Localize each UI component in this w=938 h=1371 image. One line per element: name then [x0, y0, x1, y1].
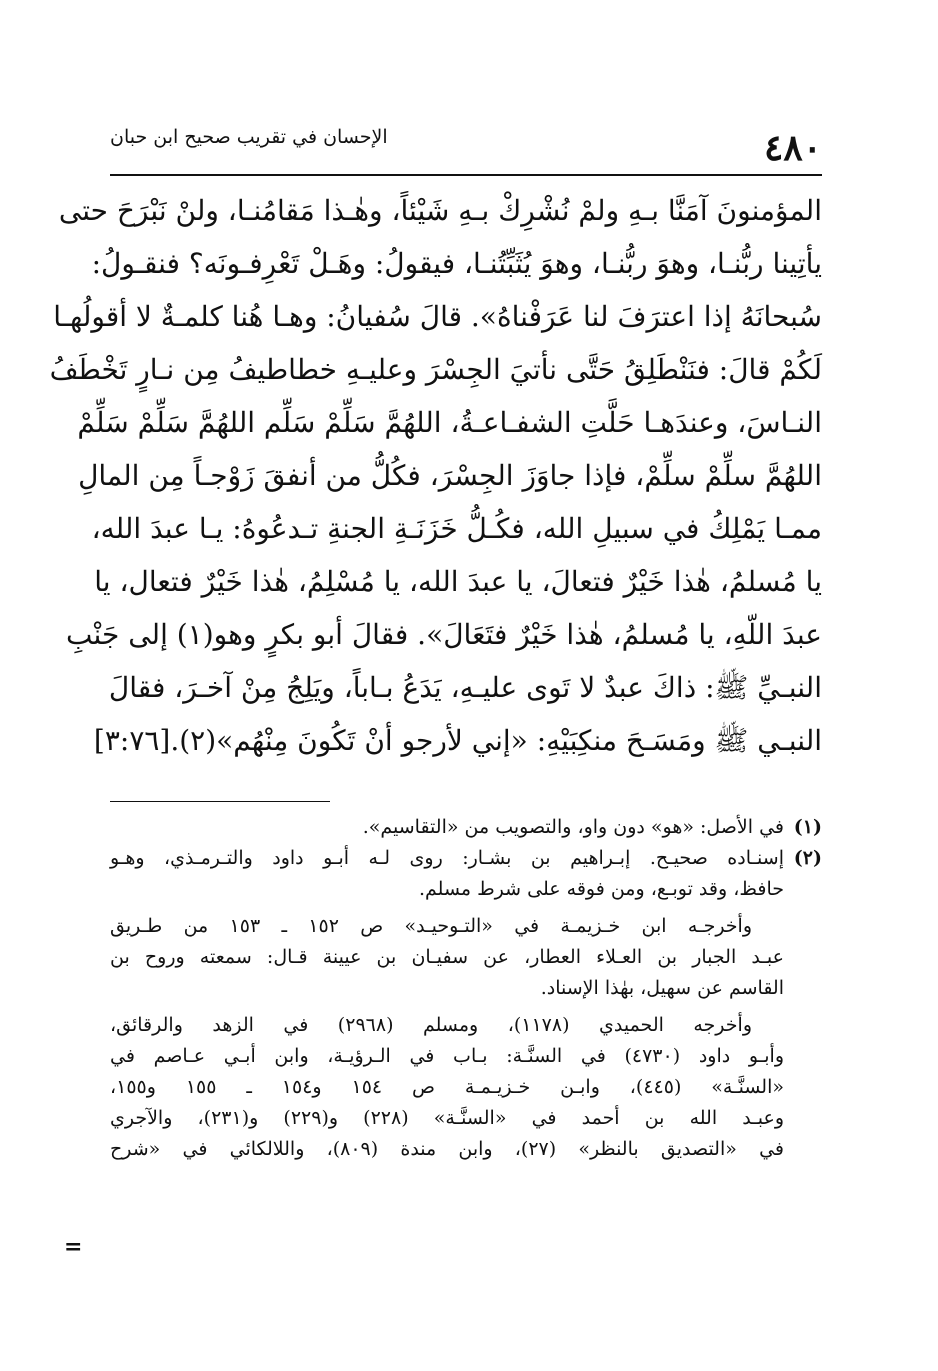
footnote-line: إسنـاده صحيـح. إبـراهيم بن بشـار: روى لـه أبـو داود والتـرمـذي، وهـو — [110, 847, 784, 869]
footnotes — [110, 812, 822, 1165]
footnote-line: وأخرجه الحميدي (١١٧٨)، ومسلم (٢٩٦٨) في الزهد والرقائق، — [110, 1014, 752, 1036]
footnote-1 — [110, 812, 822, 843]
footnote-marker: (٢) — [793, 847, 822, 869]
main-text — [49, 184, 822, 767]
footnote-2 — [110, 843, 822, 1165]
book-page — [49, 118, 822, 1165]
book-title: الإحسان في تقريب صحيح ابن حبان — [110, 126, 388, 148]
text-line: ممـا يَمْلِكُ في سبيلِ الله، فكُـلُّ خَزَنَـةِ الجنةِ تـدعُوهُ: يـا عبدَ الله، — [91, 512, 822, 545]
text-line: يا مُسلمُ، هٰذا خَيْرٌ فتعالَ، يا عبدَ الله، يا مُسْلِمُ، هٰذا خَيْرٌ فتعال، يا — [94, 565, 822, 598]
text-line: النبـيِّ ﷺ: ذاكَ عبدٌ لا تَوى عليـهِ، يَدَعُ بـاباً، ويَلِجُ مِنْ آخـرَ، فقالَ — [108, 671, 822, 704]
footnote-line: القاسم عن سهيل، بهٰذا الإسناد. — [540, 977, 784, 999]
running-header — [110, 118, 822, 169]
text-line: اللهُمَّ سلِّمْ سلِّمْ، فإذا جاوَزَ الجِسْرَ، فكُلُّ من أنفقَ زَوْجـاً مِن المالِ — [78, 459, 822, 492]
footnote-line: عبـد الجبار بن العـلاء العطار، عن سفيـان بن عيينة قـال: سمعته وروح بن — [110, 946, 784, 968]
text-line: النـاسَ، وعندَهـا حَلَّتِ الشفـاعـةُ، اللهُمَّ سَلِّمْ سَلِّم اللهُمَّ سَلِّمْ سَلِّمْ — [77, 406, 822, 439]
page-number: ٤٨٠ — [763, 127, 822, 169]
text-line: عبدَ اللّهِ، يا مُسلمُ، هٰذا خَيْرٌ فتَعَالَ». فقالَ أبو بكرٍ وهو(١) إلى جَنْبِ — [66, 618, 822, 651]
text-line-last — [93, 714, 822, 767]
footnote-line: وأبـو داود (٤٧٣٠) في السنَّـة: بـاب في الـرؤيـة، وابن أبـي عـاصم في — [110, 1045, 785, 1067]
footnote-line: في الأصل: «هو» دون واو، والتصويب من «التقاسيم». — [362, 816, 784, 838]
text-line: سُبحانَهُ إذا اعترَفَ لنا عَرَفْناهُ». قالَ سُفيانُ: وهـا هُنا كلمـةٌ لا أقولُهـا — [53, 300, 822, 333]
footnote-line: في «التصديق بالنظر» (٢٧)، وابن مندة (٨٠٩)، واللالكائي في «شرح — [110, 1138, 784, 1160]
header-rule — [110, 174, 822, 176]
footnote-separator — [110, 801, 330, 802]
footnote-marker: (١) — [793, 816, 822, 838]
hadith-reference: [٣:٧٦] — [93, 724, 171, 757]
footnote-line: وأخرجـه ابن خـزيمـة في «التـوحيـد» ص ١٥٢ ـ ١٥٣ من طـريق — [110, 915, 753, 937]
text-line: لَكُمْ قالَ: فنَنْطَلِقُ حَتَّى نأتيَ الجِسْرَ وعليـهِ خطاطيفُ مِن نـارٍ تَخْطَفُ — [49, 353, 822, 386]
footnote-line: حافظ، وقد توبـع، ومن فوقه على شرط مسلم. — [418, 878, 784, 900]
last-line-text: النبـي ﷺ ومَسَـحَ منكِبَيْهِ: «إني لأرجو أنْ تَكُونَ مِنْهُم»(٢). — [170, 724, 822, 757]
continuation-mark: = — [64, 1234, 83, 1260]
text-line: يأتِينا ربُّنـا، وهوَ ربُّنـا، وهوَ يُثَبِّتُنـا، فيقولُ: وهَـلْ تَعْرِفـونَه؟ فنقـولُ: — [91, 247, 822, 280]
footnote-line: وعبـد الله بن أحمد في «السنَّـة» (٢٢٨) و(٢٢٩) و(٢٣١)، والآجري — [110, 1107, 785, 1129]
text-line: المؤمنونَ آمَنَّا بـهِ ولمْ نُشْرِكْ بـهِ شَيْئاً، وهٰـذا مَقامُنـا، ولنْ نَبْرَحَ حتى — [58, 194, 822, 227]
footnote-line: «السنَّـة» (٤٤٥)، وابـن خـزيـمـة ص ١٥٤ و١٥٤ ـ ١٥٥ و١٥٥، — [110, 1076, 784, 1098]
